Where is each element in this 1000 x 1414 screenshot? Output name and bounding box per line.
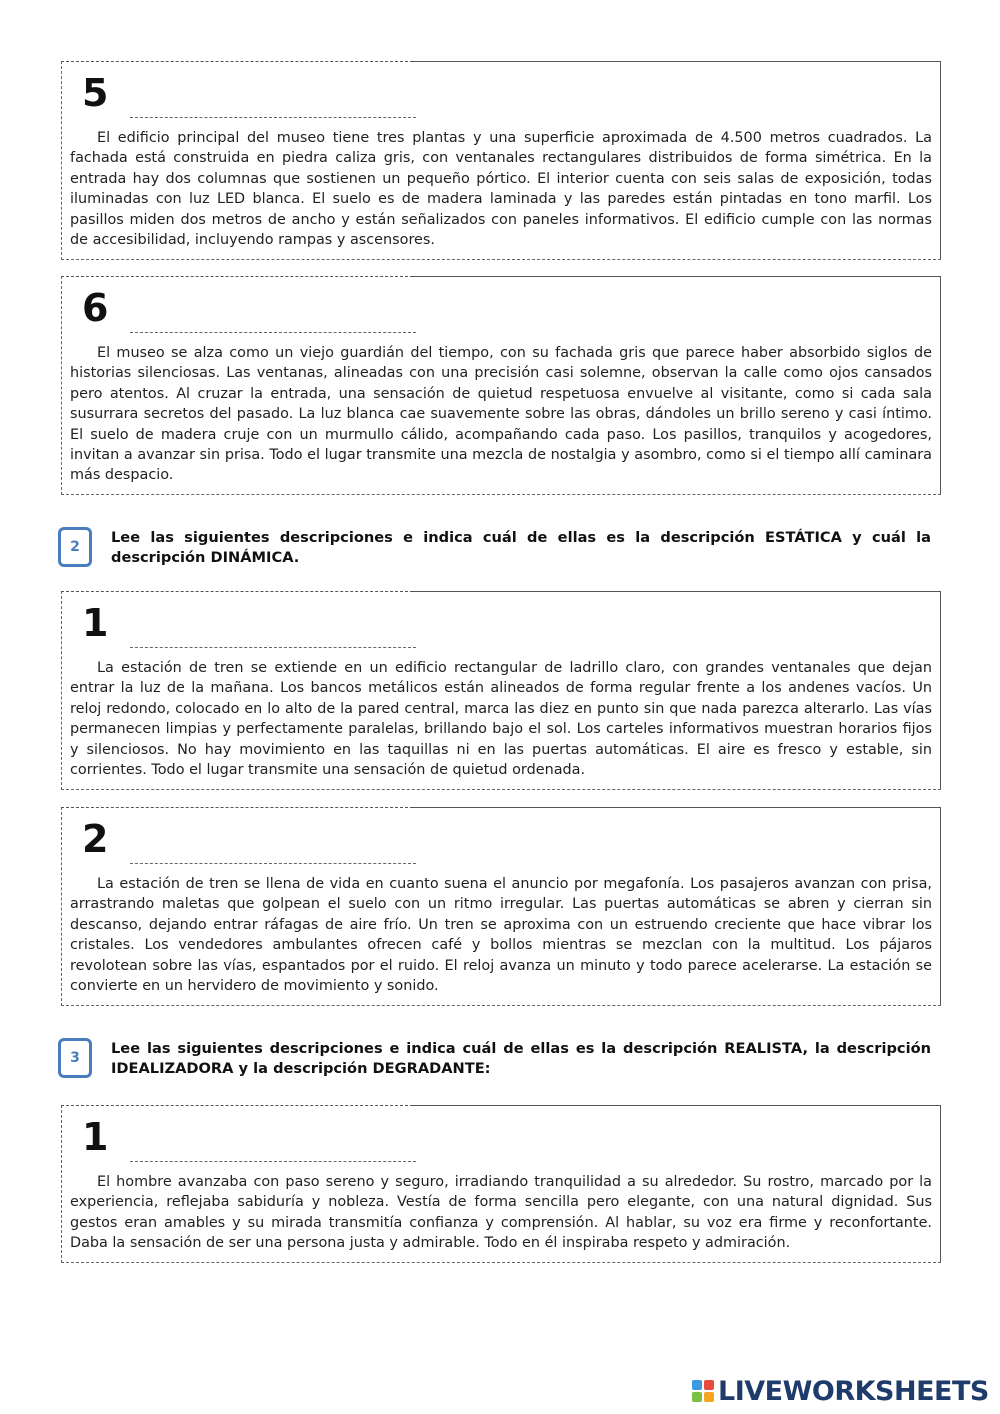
answer-blank[interactable]: [130, 1161, 416, 1162]
description-number: 1: [82, 1115, 109, 1159]
exercise-number-badge: 2: [58, 527, 92, 567]
logo-square-orange: [704, 1392, 714, 1402]
description-number: 1: [82, 601, 109, 645]
logo-square-green: [692, 1392, 702, 1402]
answer-blank[interactable]: [130, 117, 416, 118]
logo-text: LIVEWORKSHEETS: [718, 1375, 989, 1407]
answer-blank[interactable]: [130, 332, 416, 333]
description-number: 6: [82, 286, 109, 330]
exercise-number-badge: 3: [58, 1038, 92, 1078]
exercise-instruction: Lee las siguientes descripciones e indica cuál de ellas es la descripción REALISTA, la descripción IDEALIZADORA y la descripción DEGRADANTE:: [111, 1040, 931, 1077]
logo-square-red: [704, 1380, 714, 1390]
description-card-6: [61, 276, 941, 495]
logo-icon: [692, 1380, 714, 1402]
exercise-instruction: Lee las siguientes descripciones e indica cuál de ellas es la descripción ESTÁTICA y cuál la descripción DINÁMICA.: [111, 529, 931, 566]
logo-square-blue: [692, 1380, 702, 1390]
description-card-5: [61, 61, 941, 260]
description-text: El museo se alza como un viejo guardián del tiempo, con su fachada gris que parece haber absorbido siglos de historias silenciosas. Las ventanas, alineadas con una precisión casi solemne, observan la calle como ojos cansados pero atentos. Al cruzar la entrada, una sensación de quietud respetuosa envuelve al visitante, como si cada sala susurrara secretos del pasado. La luz blanca cae suavemente sobre las obras, dándoles un brillo sereno y casi íntimo. El suelo de madera cruje con un murmullo cálido, acompañando cada paso. Los pasillos, tranquilos y acogedores, invitan a avanzar sin prisa. Todo el lugar transmite una mezcla de nostalgia y asombro, como si el tiempo allí caminara más despacio.: [70, 345, 932, 484]
answer-blank[interactable]: [130, 863, 416, 864]
description-text: La estación de tren se extiende en un edificio rectangular de ladrillo claro, con grandes ventanales que dejan entrar la luz de la mañana. Los bancos metálicos están alineados de forma regular frente a los andenes vacíos. Un reloj redondo, colocado en lo alto de la pared central, marca las diez en punto sin que nada parezca alterarlo. Las vías permanecen limpias y perfectamente paralelas, brillando bajo el sol. Los carteles informativos muestran horarios fijos y silenciosos. No hay movimiento en las taquillas ni en las puertas automáticas. El aire es fresco y estable, sin corrientes. Todo el lugar transmite una sensación de quietud ordenada.: [70, 660, 932, 779]
description-text: La estación de tren se llena de vida en cuanto suena el anuncio por megafonía. Los pasajeros avanzan con prisa, arrastrando maletas que golpean el suelo con un ritmo irregular. Las puertas automáticas se abren y cierran sin descanso, dejando entrar ráfagas de aire frío. Un tren se aproxima con un estruendo creciente que hace vibrar los cristales. Los vendedores ambulantes ofrecen café y bollos mientras se mezclan con la multitud. Los pájaros revolotean sobre las vías, espantados por el ruido. El reloj avanza un minuto y todo parece acelerarse. La estación se convierte en un hervidero de movimiento y sonido.: [70, 876, 932, 995]
description-text: El hombre avanzaba con paso sereno y seguro, irradiando tranquilidad a su alrededor. Su rostro, marcado por la experiencia, reflejaba sabiduría y nobleza. Vestía de forma sencilla pero elegante, con una natural dignidad. Sus gestos eran amables y su mirada transmitía confianza y comprensión. Al hablar, su voz era firme y reconfortante. Daba la sensación de ser una persona justa y admirable. Todo en él inspiraba respeto y admiración.: [70, 1174, 932, 1252]
description-card-1: [61, 591, 941, 790]
description-text: El edificio principal del museo tiene tres plantas y una superficie aproximada de 4.500 metros cuadrados. La fachada está construida en piedra caliza gris, con ventanales rectangulares distribuidos de forma simétrica. En la entrada hay dos columnas que sostienen un pequeño pórtico. El interior cuenta con seis salas de exposición, todas iluminadas con luz LED blanca. El suelo es de madera laminada y las paredes están pintadas en tono marfil. Los pasillos miden dos metros de ancho y están señalizados con paneles informativos. El edificio cumple con las normas de accesibilidad, incluyendo rampas y ascensores.: [70, 130, 932, 249]
description-card-1-realista: [61, 1105, 941, 1263]
liveworksheets-logo: [692, 1376, 989, 1406]
description-number: 5: [82, 71, 109, 115]
description-card-2: [61, 807, 941, 1006]
description-number: 2: [82, 817, 109, 861]
answer-blank[interactable]: [130, 647, 416, 648]
